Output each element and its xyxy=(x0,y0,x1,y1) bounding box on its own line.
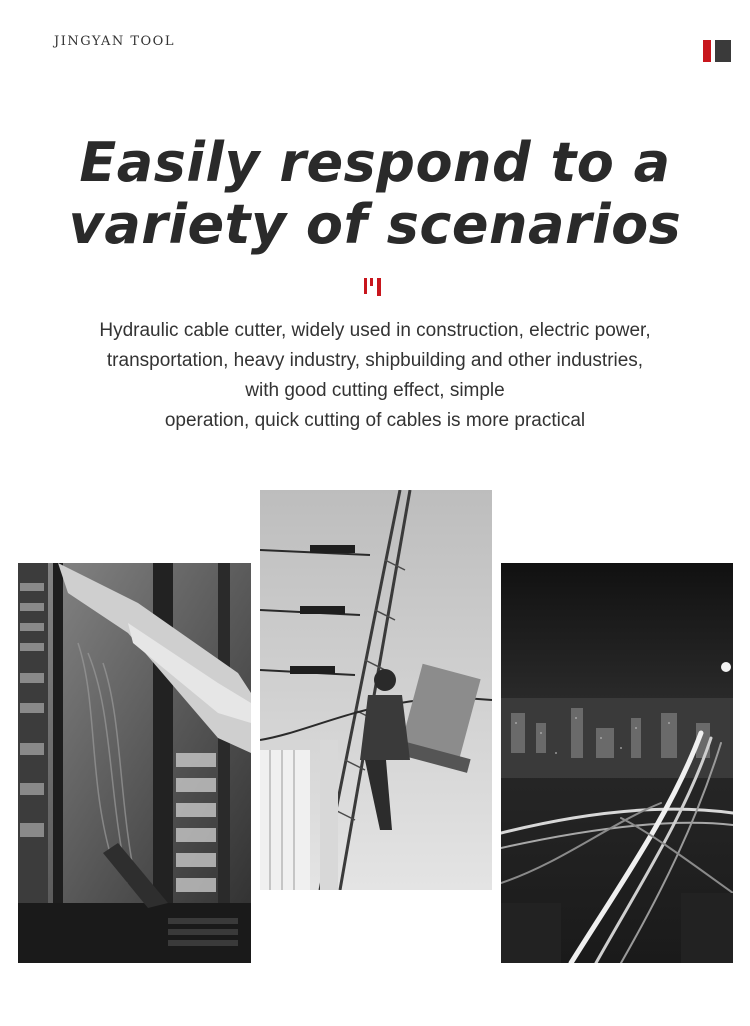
divider-mark xyxy=(364,278,386,296)
headline xyxy=(0,132,750,256)
server-rack-photo xyxy=(18,563,251,963)
description-line-2: transportation, heavy industry, shipbuilding and other industries, xyxy=(106,350,644,371)
corner-mark-dark-bar xyxy=(715,40,731,62)
headline-line-1: Easily respond to a xyxy=(79,131,671,194)
corner-mark-red-bar xyxy=(703,40,711,62)
description xyxy=(0,316,750,436)
headline-line-2: variety of scenarios xyxy=(68,193,682,256)
corner-logo-mark xyxy=(703,40,731,62)
city-highway-night-photo xyxy=(501,563,733,963)
description-line-3: with good cutting effect, simple xyxy=(245,380,505,401)
brand-name: JINGYAN TOOL xyxy=(54,34,175,49)
description-line-1: Hydraulic cable cutter, widely used in construction, electric power, xyxy=(99,320,651,341)
power-line-worker-photo xyxy=(260,490,492,890)
description-line-4: operation, quick cutting of cables is more practical xyxy=(164,410,586,431)
